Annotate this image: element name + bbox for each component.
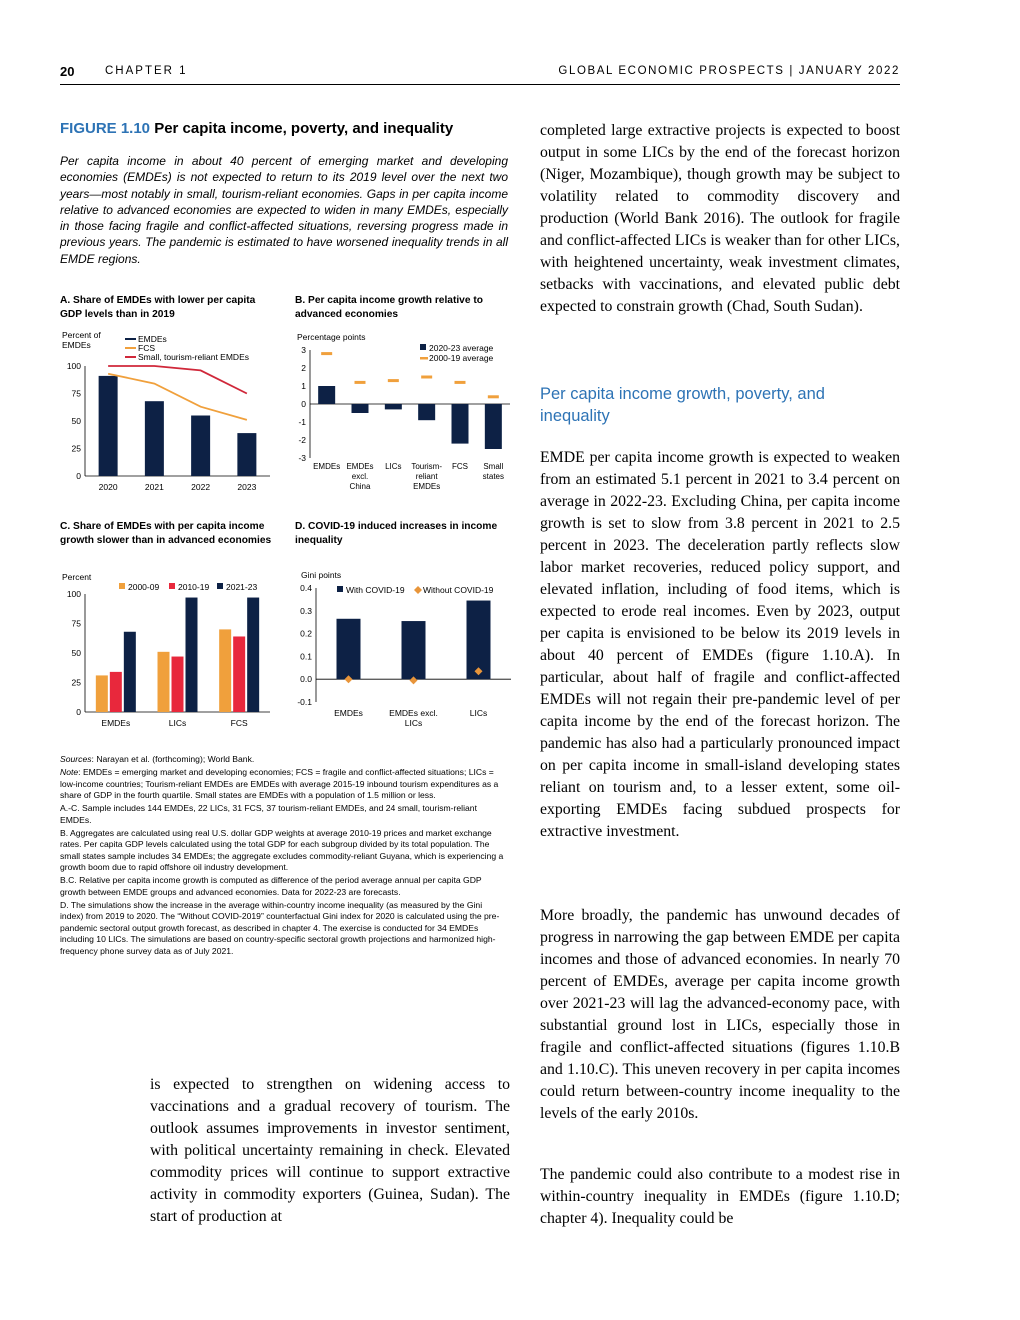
x-tick-label: Tourism- [411, 462, 443, 471]
x-tick-label: EMDEs [313, 462, 341, 471]
left-column-text [150, 1074, 510, 1228]
left-paragraph-1: is expected to strengthen on widening access to vaccinations and a gradual recovery of tourism. The outlook assumes improvements in investor sentiment, with political uncertainty remaining in check. Elevated commodity prices will continue to support extractive activity in commodity exporters (Guinea, Sudan). The start of production at [150, 1076, 510, 1225]
y-axis-unit: Percentage points [297, 332, 366, 342]
y-tick-label: 25 [71, 677, 81, 688]
chart-a [55, 328, 275, 498]
bar-2000-09-EMDEs [96, 675, 108, 712]
right-paragraph-2: EMDE per capita income growth is expected to weaken from an estimated 5.1 percent in 2021 to 3.4 percent on average in 2022-23. Excluding China, per capita income growth is set to slow from 3.8 percent in 2021 to 2.5 percent in 2023. The deceleration partly reflects slow labor market recoveries, reduced policy support, and elevated inflation, including of food items, which is expected to erode real incomes. Even by 2023, output per capita is envisioned to be below its 2019 levels in about 40 percent of EMDEs (figure 1.10.A). In particular, about half of fragile and conflict-affected EMDEs will not regain their pre-pandemic level of per capita income by the end of the forecast horizon. The pandemic has also had a particularly pronounced impact on per capita income in small-island developing states reliant on tourism and, to a lesser extent, some oil-exporting EMDEs facing subdued prospects for extractive investment. [540, 449, 900, 840]
bar-2010-19-FCS [233, 636, 245, 712]
x-tick-label: reliant [415, 472, 438, 481]
bar-2000-09-LICs [158, 652, 170, 712]
y-tick-label: -3 [298, 453, 306, 463]
line-small-tourism-reliant [108, 366, 247, 394]
line-fcs [108, 374, 247, 420]
y-tick-label: -0.1 [297, 697, 312, 707]
y-tick-label: 0.2 [300, 628, 312, 639]
note-ac: A.-C. Sample includes 144 EMDEs, 22 LICs, 31 FCS, 37 tourism-reliant EMDEs, and 24 small, tourism-reliant EMDEs. [60, 803, 477, 825]
y-tick-label: 75 [71, 618, 81, 629]
x-tick-label: EMDEs [334, 708, 363, 718]
marker-2000-19-4 [455, 381, 466, 384]
y-axis-unit: EMDEs [62, 340, 91, 350]
x-tick-label: LICs [469, 708, 488, 718]
bar-2020-23-4 [452, 404, 469, 444]
y-axis-unit: Percent [62, 572, 92, 582]
y-tick-label: 100 [66, 589, 81, 599]
y-tick-label: 0.4 [300, 583, 312, 593]
marker-2000-19-3 [421, 376, 432, 379]
y-tick-label: 100 [66, 361, 81, 371]
y-axis-unit: Gini points [301, 570, 342, 580]
panel-a-title: A. Share of EMDEs with lower per capita GDP levels than in 2019 [60, 295, 256, 320]
page-header [60, 64, 900, 85]
figure-title [60, 120, 510, 137]
bar-emdes-2023 [237, 433, 256, 476]
x-tick-label: FCS [452, 462, 468, 471]
legend-label: 2020-23 average [429, 343, 494, 353]
y-tick-label: 50 [71, 648, 81, 658]
y-axis-unit: Percent of [62, 330, 101, 340]
legend-label: Without COVID-19 [423, 585, 494, 595]
y-tick-label: 75 [71, 388, 81, 399]
note-sources: Sources: Narayan et al. (forthcoming); World Bank. [60, 754, 255, 764]
bar-2020-23-5 [485, 404, 502, 449]
legend-swatch [217, 583, 223, 589]
note-b: B. Aggregates are calculated using real U.S. dollar GDP weights at average 2010-19 prices and market exchange rates. Per capita GDP levels calculated using the total GDP for each subgroup divided by its total population. The small states sample includes 34 EMDEs; the aggregate excludes commodity-reliant Guyana, which is experiencing a growth boom due to rapid offshore oil industry development. [60, 827, 504, 872]
marker-2000-19-2 [388, 379, 399, 382]
y-tick-label: 2 [301, 363, 306, 373]
x-tick-label: 2023 [237, 482, 257, 492]
legend-swatch [337, 586, 343, 592]
figure-intro: Per capita income in about 40 percent of emerging market and developing economies (EMDEs) is not expected to return to its 2019 level over the next two years—most notably in small, tourism-reliant economies. Gaps in per capita income relative to advanced economies are expected to widen in many EMDEs, especially in those facing fragile and conflict-affected situations, reversing progress made in previous years. The pandemic is estimated to have worsened inequality trends in all EMDE regions. [60, 154, 508, 266]
publication-title: GLOBAL ECONOMIC PROSPECTS | JANUARY 2022 [558, 65, 900, 77]
x-tick-label: EMDEs [413, 482, 441, 491]
y-tick-label: 1 [301, 381, 306, 391]
legend-swatch [420, 344, 426, 350]
marker-2000-19-5 [488, 395, 499, 398]
bar-with-covid-0 [337, 619, 361, 679]
x-tick-label: LICs [404, 718, 423, 728]
legend-label: 2000-19 average [429, 353, 494, 363]
bar-with-covid-1 [402, 621, 426, 679]
x-tick-label: EMDEs [101, 718, 131, 728]
right-paragraph-3: More broadly, the pandemic has unwound decades of progress in narrowing the gap between EMDE per capita incomes and those of advanced economies. In nearly 70 percent of EMDEs, average per capita income growth over 2021-23 will lag the advanced-economy pace, with substantial ground lost in LICs, especially those in fragile and conflict-affected situations (figures 1.10.B and 1.10.C). This uneven recovery in per capita incomes could return between-country income inequality to the levels of the early 2010s. [540, 907, 900, 1122]
figure-notes [60, 754, 505, 959]
right-paragraph-4: The pandemic could also contribute to a modest rise in within-country inequality in EMDEs (figure 1.10.D; chapter 4). Inequality could be [540, 1166, 900, 1227]
chart-b [290, 328, 515, 498]
bar-2020-23-2 [385, 404, 402, 409]
note-bc: B.C. Relative per capita income growth is computed as difference of the period average annual per capita GDP growth between EMDE groups and advanced economies. Data for 2022-23 are forecasts. [60, 875, 482, 897]
page-number: 20 [60, 64, 75, 79]
marker-2000-19-1 [355, 381, 366, 384]
x-tick-label: EMDEs [346, 462, 374, 471]
bar-2020-23-0 [318, 386, 335, 404]
right-paragraph-1: completed large extractive projects is expected to boost output in some LICs by the end of the forecast horizon (Niger, Mozambique), though growth may be subject to volatility related to commodity discovery and production (World Bank 2016). The outlook for fragile and conflict-affected LICs is weaker than for other LICs, with heightened uncertainty, weak investment climates, setbacks with vaccinations, and elevated public debt expected to constrain growth (Chad, South Sudan). [540, 122, 900, 315]
figure-label: FIGURE 1.10 [60, 120, 151, 137]
bar-2010-19-LICs [172, 657, 184, 712]
section-heading: Per capita income growth, poverty, and inequality [540, 385, 825, 425]
bar-2000-09-FCS [219, 629, 231, 712]
legend-label: Small, tourism-reliant EMDEs [138, 352, 249, 362]
y-tick-label: 0 [76, 471, 81, 481]
y-tick-label: 0.3 [300, 605, 312, 616]
panel-b-title: B. Per capita income growth relative to advanced economies [295, 295, 483, 320]
y-tick-label: 0.1 [300, 651, 312, 662]
chart-d [290, 568, 515, 733]
x-tick-label: states [482, 472, 505, 481]
y-tick-label: 0.0 [300, 674, 312, 685]
bar-emdes-2020 [99, 376, 118, 476]
figure-title-text: Per capita income, poverty, and inequality [154, 120, 454, 137]
chapter-label: CHAPTER 1 [105, 65, 188, 77]
y-tick-label: 25 [71, 443, 81, 454]
x-tick-label: FCS [230, 718, 248, 728]
panel-c-title: C. Share of EMDEs with per capita income growth slower than in advanced economies [60, 521, 272, 546]
note-d: D. The simulations show the increase in the average within-country income inequality (as measured by the Gini index) from 2019 to 2020. The “Without COVID-2019” counterfactual Gini index for 2020 is calculated using the pre-pandemic sectoral output growth forecast, as described in chapter 4. The exercise is conducted for 34 EMDEs including 10 LICs. The simulations are based on country-specific sectoral growth projections and harmonized high-frequency phone survey data as of July 2021. [60, 899, 500, 956]
bar-2021-23-LICs [186, 598, 198, 712]
legend-label: 2010-19 [178, 582, 210, 592]
chart-c [55, 568, 275, 733]
legend-label: 2021-23 [226, 582, 258, 592]
bar-emdes-2021 [145, 401, 164, 476]
legend-label: FCS [138, 343, 155, 353]
bar-2021-23-EMDEs [124, 632, 136, 712]
x-tick-label: Small [483, 462, 504, 471]
x-tick-label: 2020 [98, 482, 118, 492]
note-definitions: Note: EMDEs = emerging market and developing economies; FCS = fragile and conflict-affected situations; LICs = low-income countries; Tourism-reliant EMDEs are EMDEs with average 2015-19 inbound tourism expenditures as a share of GDP in the fourth quartile. Small states are EMDEs with a population of 1.5 million or less. [60, 767, 499, 800]
bar-2020-23-1 [352, 404, 369, 413]
y-tick-label: 50 [71, 416, 81, 426]
bar-2010-19-EMDEs [110, 672, 122, 712]
y-tick-label: -2 [298, 435, 306, 445]
x-tick-label: excl. [351, 472, 369, 481]
bar-emdes-2022 [191, 416, 210, 477]
x-tick-label: LICs [168, 718, 187, 728]
bar-2020-23-3 [418, 404, 435, 420]
legend-swatch [414, 586, 422, 594]
x-tick-label: 2021 [144, 482, 164, 492]
x-tick-label: LICs [385, 462, 402, 471]
legend-label: EMDEs [138, 334, 167, 344]
y-tick-label: -1 [298, 417, 306, 427]
legend-swatch [119, 583, 125, 589]
legend-label: With COVID-19 [346, 585, 405, 595]
marker-2000-19-0 [321, 352, 332, 355]
legend-swatch [169, 583, 175, 589]
x-tick-label: China [349, 482, 371, 491]
legend-swatch [420, 357, 428, 360]
x-tick-label: EMDEs excl. [389, 708, 438, 718]
y-tick-label: 0 [76, 707, 81, 717]
y-tick-label: 0 [301, 399, 306, 409]
x-tick-label: 2022 [191, 482, 211, 492]
panel-d-title: D. COVID-19 induced increases in income inequality [295, 521, 498, 546]
legend-label: 2000-09 [128, 582, 160, 592]
bar-2021-23-FCS [247, 598, 259, 712]
y-tick-label: 3 [301, 345, 306, 355]
